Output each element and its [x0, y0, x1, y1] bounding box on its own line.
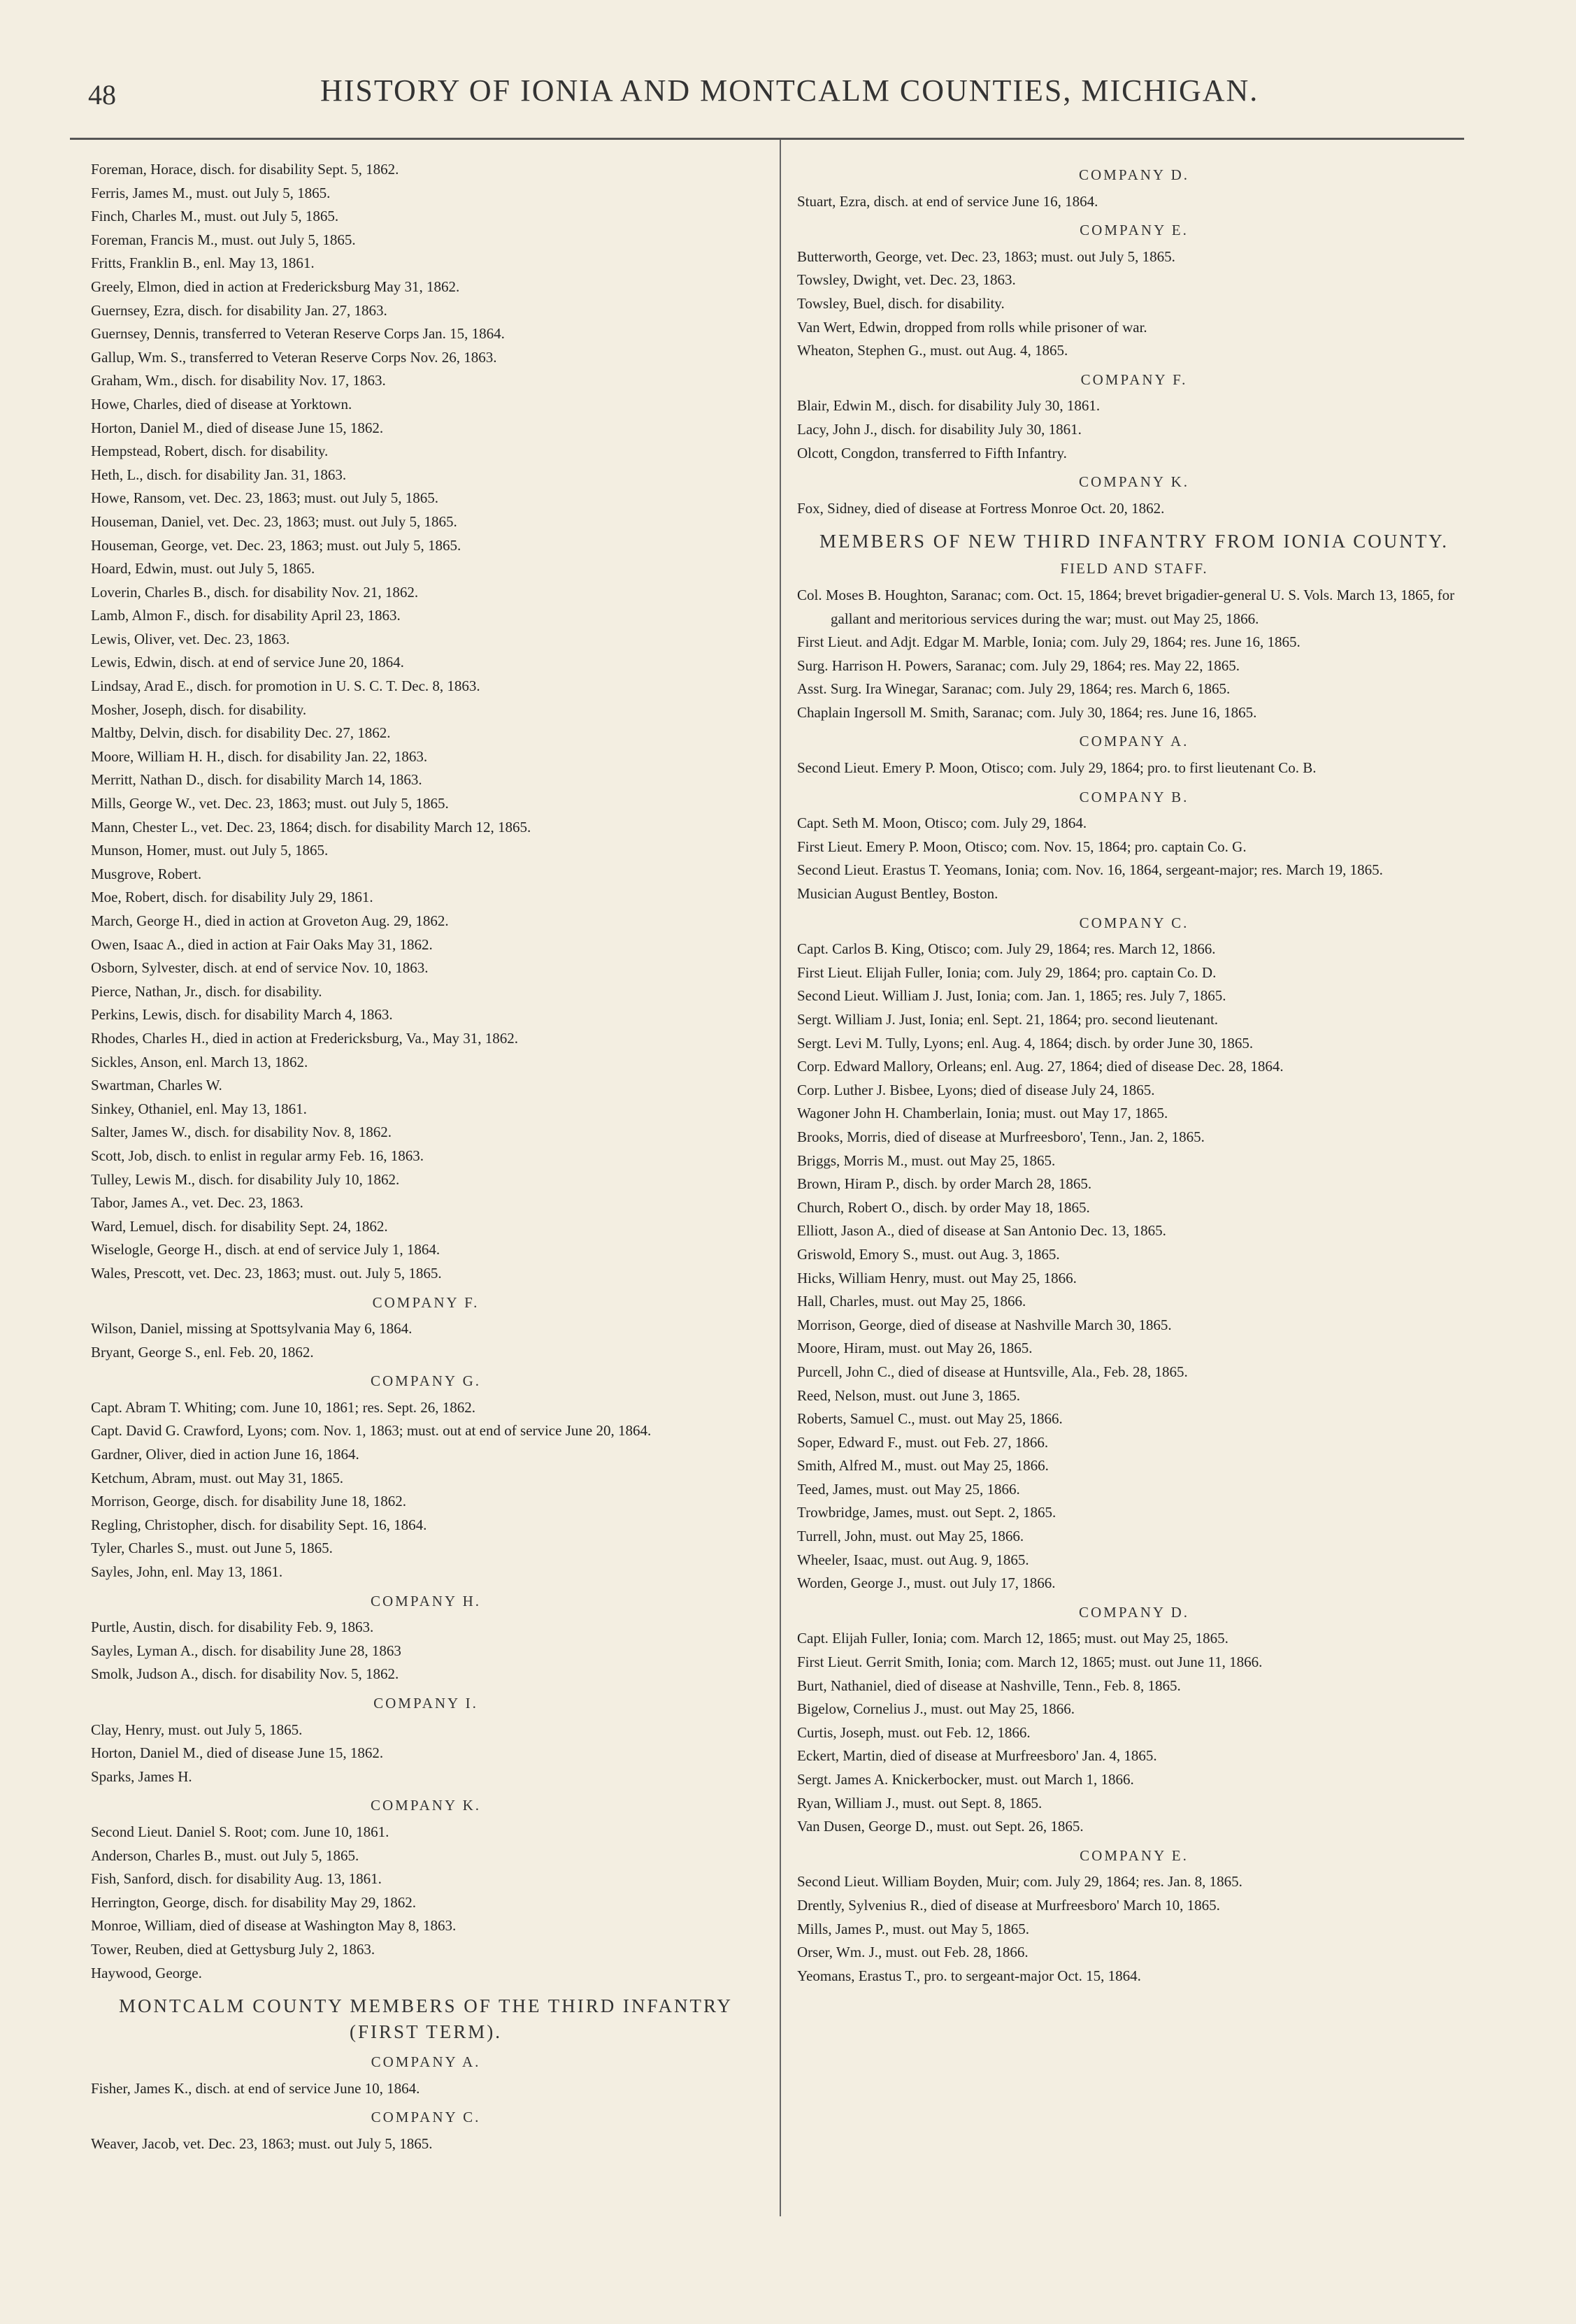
column-divider	[780, 140, 781, 2216]
right-company-e-list	[797, 245, 1471, 363]
roster-entry: Bigelow, Cornelius J., must. out May 25, 1866.	[797, 1700, 1075, 1718]
left-company-k-list	[91, 1821, 761, 1985]
roster-entry: Burt, Nathaniel, died of disease at Nashville, Tenn., Feb. 8, 1865.	[797, 1677, 1181, 1694]
left-company-h-list	[91, 1616, 761, 1686]
right-company-d-list	[797, 190, 1471, 214]
right-company-a-heading: COMPANY A.	[1079, 733, 1189, 750]
left-company-k-heading: COMPANY K.	[371, 1797, 481, 1814]
roster-entry: Hoard, Edwin, must. out July 5, 1865.	[91, 560, 315, 578]
roster-entry: Butterworth, George, vet. Dec. 23, 1863; must. out July 5, 1865.	[797, 248, 1175, 265]
right-company-f-list	[797, 394, 1471, 465]
roster-entry: Horton, Daniel M., died of disease June 15, 1862.	[91, 419, 384, 436]
roster-entry: Anderson, Charles B., must. out July 5, 1865.	[91, 1846, 359, 1864]
left-company-i-list	[91, 1719, 761, 1789]
roster-entry: Owen, Isaac A., died in action at Fair Oaks May 31, 1862.	[91, 935, 433, 953]
roster-entry: Lamb, Almon F., disch. for disability April 23, 1863.	[91, 607, 401, 624]
roster-entry: Lindsay, Arad E., disch. for promotion in U. S. C. T. Dec. 8, 1863.	[91, 677, 480, 695]
roster-entry: Hall, Charles, must. out May 25, 1866.	[797, 1293, 1026, 1310]
roster-entry: Tulley, Lewis M., disch. for disability July 10, 1862.	[91, 1170, 400, 1188]
roster-entry: Church, Robert O., disch. by order May 18, 1865.	[797, 1198, 1090, 1216]
roster-entry: Gallup, Wm. S., transferred to Veteran Reserve Corps Nov. 26, 1863.	[91, 348, 497, 366]
roster-entry: Second Lieut. Daniel S. Root; com. June 10, 1861.	[91, 1823, 389, 1840]
roster-entry: Loverin, Charles B., disch. for disability Nov. 21, 1862.	[91, 583, 419, 601]
roster-entry: Lewis, Edwin, disch. at end of service June 20, 1864.	[91, 654, 404, 671]
roster-entry: Brooks, Morris, died of disease at Murfreesboro', Tenn., Jan. 2, 1865.	[797, 1128, 1205, 1145]
roster-entry: Morrison, George, died of disease at Nashville March 30, 1865.	[797, 1316, 1172, 1333]
roster-entry: Eckert, Martin, died of disease at Murfreesboro' Jan. 4, 1865.	[797, 1747, 1157, 1765]
roster-entry: First Lieut. Emery P. Moon, Otisco; com. Nov. 15, 1864; pro. captain Co. G.	[797, 838, 1247, 855]
roster-entry: Hicks, William Henry, must. out May 25, 1866.	[797, 1269, 1077, 1286]
right-company-d2-heading: COMPANY D.	[1079, 1603, 1189, 1621]
roster-entry: Yeomans, Erastus T., pro. to sergeant-major Oct. 15, 1864.	[797, 1967, 1141, 1984]
roster-entry: Morrison, George, disch. for disability June 18, 1862.	[91, 1493, 407, 1510]
right-column	[797, 158, 1471, 1988]
roster-entry: Rhodes, Charles H., died in action at Fredericksburg, Va., May 31, 1862.	[91, 1029, 519, 1047]
roster-entry: Tyler, Charles S., must. out June 5, 1865.	[91, 1540, 333, 1557]
montcalm-company-a-list	[91, 2077, 761, 2101]
roster-entry: Gardner, Oliver, died in action June 16, 1864.	[91, 1446, 359, 1463]
roster-entry: Teed, James, must. out May 25, 1866.	[797, 1480, 1020, 1498]
right-company-b-heading: COMPANY B.	[1079, 788, 1189, 805]
roster-entry: Tabor, James A., vet. Dec. 23, 1863.	[91, 1194, 303, 1212]
right-company-e2-list	[797, 1870, 1471, 1988]
left-company-g-list	[91, 1396, 761, 1584]
roster-entry: Corp. Edward Mallory, Orleans; enl. Aug. 27, 1864; died of disease Dec. 28, 1864.	[797, 1058, 1284, 1075]
roster-entry: Mann, Chester L., vet. Dec. 23, 1864; disch. for disability March 12, 1865.	[91, 818, 531, 835]
roster-entry: Pierce, Nathan, Jr., disch. for disability.	[91, 982, 322, 1000]
roster-entry: Moore, William H. H., disch. for disability Jan. 22, 1863.	[91, 747, 428, 765]
roster-entry: Lacy, John J., disch. for disability July 30, 1861.	[797, 420, 1082, 438]
left-company-h-heading: COMPANY H.	[371, 1592, 481, 1609]
roster-entry: Soper, Edward F., must. out Feb. 27, 1866.	[797, 1433, 1049, 1451]
left-company-i-heading: COMPANY I.	[373, 1695, 478, 1712]
left-top-list	[91, 158, 761, 1286]
roster-entry: Curtis, Joseph, must. out Feb. 12, 1866.	[797, 1723, 1031, 1741]
roster-entry: Second Lieut. Emery P. Moon, Otisco; com. July 29, 1864; pro. to first lieutenant Co. B.	[797, 759, 1317, 777]
roster-entry: First Lieut. Gerrit Smith, Ionia; com. March 12, 1865; must. out June 11, 1866.	[797, 1654, 1263, 1671]
roster-entry: Guernsey, Dennis, transferred to Veteran Reserve Corps Jan. 15, 1864.	[91, 325, 505, 343]
roster-entry: Howe, Ransom, vet. Dec. 23, 1863; must. out July 5, 1865.	[91, 489, 438, 507]
roster-entry: Houseman, Daniel, vet. Dec. 23, 1863; must. out July 5, 1865.	[91, 512, 457, 530]
roster-entry: Clay, Henry, must. out July 5, 1865.	[91, 1721, 303, 1738]
roster-entry: Roberts, Samuel C., must. out May 25, 1866.	[797, 1410, 1063, 1428]
roster-entry: Wheaton, Stephen G., must. out Aug. 4, 1865.	[797, 342, 1068, 359]
roster-entry: Wiselogle, George H., disch. at end of service July 1, 1864.	[91, 1241, 440, 1258]
roster-entry: Bryant, George S., enl. Feb. 20, 1862.	[91, 1343, 314, 1361]
roster-entry: Merritt, Nathan D., disch. for disability March 14, 1863.	[91, 771, 422, 789]
right-company-c-list	[797, 938, 1471, 1595]
roster-entry: Wheeler, Isaac, must. out Aug. 9, 1865.	[797, 1551, 1029, 1568]
roster-entry: Moore, Hiram, must. out May 26, 1865.	[797, 1340, 1033, 1357]
left-company-f-list	[91, 1317, 761, 1364]
roster-entry: Sinkey, Othaniel, enl. May 13, 1861.	[91, 1100, 307, 1117]
roster-entry: Mosher, Joseph, disch. for disability.	[91, 701, 307, 718]
roster-entry: Second Lieut. William J. Just, Ionia; com. Jan. 1, 1865; res. July 7, 1865.	[797, 987, 1226, 1005]
roster-entry: Towsley, Buel, disch. for disability.	[797, 294, 1005, 312]
roster-entry: Herrington, George, disch. for disability May 29, 1862.	[91, 1893, 417, 1911]
roster-entry: First Lieut. Elijah Fuller, Ionia; com. July 29, 1864; pro. captain Co. D.	[797, 963, 1217, 981]
roster-entry: Moe, Robert, disch. for disability July 29, 1861.	[91, 889, 373, 906]
roster-entry: Capt. Seth M. Moon, Otisco; com. July 29, 1864.	[797, 815, 1087, 832]
roster-entry: Weaver, Jacob, vet. Dec. 23, 1863; must. out July 5, 1865.	[91, 2135, 433, 2152]
roster-entry: Smolk, Judson A., disch. for disability Nov. 5, 1862.	[91, 1665, 399, 1683]
roster-entry: Sickles, Anson, enl. March 13, 1862.	[91, 1053, 308, 1070]
montcalm-section-heading: MONTCALM COUNTY MEMBERS OF THE THIRD INFANTRY (FIRST TERM).	[118, 1995, 733, 2043]
roster-entry: Capt. David G. Crawford, Lyons; com. Nov. 1, 1863; must. out at end of service June 20, 1864.	[91, 1422, 652, 1440]
roster-entry: First Lieut. and Adjt. Edgar M. Marble, Ionia; com. July 29, 1864; res. June 16, 1865.	[797, 633, 1301, 651]
roster-entry: Guernsey, Ezra, disch. for disability Jan. 27, 1863.	[91, 301, 387, 319]
roster-entry: Surg. Harrison H. Powers, Saranac; com. July 29, 1864; res. May 22, 1865.	[797, 657, 1240, 674]
roster-entry: Fritts, Franklin B., enl. May 13, 1861.	[91, 254, 315, 272]
roster-entry: Van Wert, Edwin, dropped from rolls while prisoner of war.	[797, 318, 1147, 336]
roster-entry: Salter, James W., disch. for disability Nov. 8, 1862.	[91, 1124, 392, 1141]
roster-entry: Monroe, William, died of disease at Washington May 8, 1863.	[91, 1917, 457, 1935]
left-company-g-heading: COMPANY G.	[371, 1372, 481, 1390]
roster-entry: March, George H., died in action at Groveton Aug. 29, 1862.	[91, 912, 449, 929]
roster-entry: Finch, Charles M., must. out July 5, 1865.	[91, 208, 339, 225]
roster-entry: Howe, Charles, died of disease at Yorktown.	[91, 395, 352, 413]
roster-entry: Corp. Luther J. Bisbee, Lyons; died of disease July 24, 1865.	[797, 1081, 1155, 1098]
roster-entry: Foreman, Francis M., must. out July 5, 1865.	[91, 231, 356, 248]
roster-entry: Greely, Elmon, died in action at Fredericksburg May 31, 1862.	[91, 278, 460, 295]
right-company-e2-heading: COMPANY E.	[1080, 1846, 1189, 1864]
roster-entry: Hempstead, Robert, disch. for disability.	[91, 443, 329, 460]
roster-entry: Sayles, Lyman A., disch. for disability June 28, 1863	[91, 1642, 401, 1659]
roster-entry: Ward, Lemuel, disch. for disability Sept. 24, 1862.	[91, 1217, 388, 1235]
roster-entry: Musgrove, Robert.	[91, 865, 202, 882]
roster-entry: Second Lieut. Erastus T. Yeomans, Ionia; com. Nov. 16, 1864, sergeant-major; res. March 19, 1865.	[797, 861, 1383, 879]
field-and-staff-list	[797, 584, 1471, 725]
roster-entry: Foreman, Horace, disch. for disability Sept. 5, 1862.	[91, 161, 399, 178]
roster-entry: Perkins, Lewis, disch. for disability March 4, 1863.	[91, 1006, 393, 1024]
new-third-section-heading: MEMBERS OF NEW THIRD INFANTRY FROM IONIA COUNTY.	[819, 531, 1449, 552]
roster-entry: Trowbridge, James, must. out Sept. 2, 1865.	[797, 1504, 1056, 1521]
roster-entry: Fox, Sidney, died of disease at Fortress Monroe Oct. 20, 1862.	[797, 499, 1165, 517]
roster-entry: Sergt. William J. Just, Ionia; enl. Sept. 21, 1864; pro. second lieutenant.	[797, 1011, 1219, 1028]
roster-entry: Ryan, William J., must. out Sept. 8, 1865.	[797, 1794, 1043, 1812]
montcalm-company-a-heading: COMPANY A.	[371, 2053, 481, 2071]
roster-entry: Capt. Abram T. Whiting; com. June 10, 1861; res. Sept. 26, 1862.	[91, 1398, 476, 1416]
roster-entry: Sergt. James A. Knickerbocker, must. out March 1, 1866.	[797, 1771, 1134, 1788]
montcalm-company-c-heading: COMPANY C.	[371, 2109, 481, 2126]
right-company-b-list	[797, 812, 1471, 905]
left-column	[91, 158, 761, 2156]
roster-entry: Second Lieut. William Boyden, Muir; com. July 29, 1864; res. Jan. 8, 1865.	[797, 1873, 1242, 1891]
page-number: 48	[88, 79, 116, 110]
roster-entry: Ferris, James M., must. out July 5, 1865.	[91, 184, 331, 201]
right-company-k-list	[797, 497, 1471, 521]
roster-entry: Wales, Prescott, vet. Dec. 23, 1863; must. out. July 5, 1865.	[91, 1264, 442, 1282]
roster-entry: Blair, Edwin M., disch. for disability July 30, 1861.	[797, 397, 1101, 415]
roster-entry: Orser, Wm. J., must. out Feb. 28, 1866.	[797, 1944, 1029, 1961]
field-and-staff-heading: FIELD AND STAFF.	[1060, 560, 1208, 578]
roster-entry: Munson, Homer, must. out July 5, 1865.	[91, 842, 329, 859]
roster-entry: Lewis, Oliver, vet. Dec. 23, 1863.	[91, 630, 290, 647]
roster-entry: Turrell, John, must. out May 25, 1866.	[797, 1528, 1024, 1545]
roster-entry: Swartman, Charles W.	[91, 1077, 222, 1094]
roster-entry: Stuart, Ezra, disch. at end of service June 16, 1864.	[797, 192, 1098, 210]
roster-entry: Chaplain Ingersoll M. Smith, Saranac; com. July 30, 1864; res. June 16, 1865.	[797, 703, 1257, 721]
roster-entry: Reed, Nelson, must. out June 3, 1865.	[797, 1386, 1021, 1404]
page-header	[0, 0, 1576, 140]
right-company-d-heading: COMPANY D.	[1079, 166, 1189, 183]
right-company-d2-list	[797, 1627, 1471, 1838]
roster-entry: Asst. Surg. Ira Winegar, Saranac; com. July 29, 1864; res. March 6, 1865.	[797, 680, 1231, 698]
roster-entry: Van Dusen, George D., must. out Sept. 26, 1865.	[797, 1818, 1084, 1835]
roster-entry: Sayles, John, enl. May 13, 1861.	[91, 1563, 283, 1581]
roster-entry: Capt. Carlos B. King, Otisco; com. July 29, 1864; res. March 12, 1866.	[797, 940, 1216, 958]
roster-entry: Scott, Job, disch. to enlist in regular army Feb. 16, 1863.	[91, 1147, 424, 1164]
right-company-a-list	[797, 756, 1471, 780]
roster-entry: Regling, Christopher, disch. for disability Sept. 16, 1864.	[91, 1516, 427, 1533]
roster-entry: Wagoner John H. Chamberlain, Ionia; must. out May 17, 1865.	[797, 1105, 1168, 1122]
roster-entry: Fish, Sanford, disch. for disability Aug. 13, 1861.	[91, 1870, 382, 1888]
right-company-f-heading: COMPANY F.	[1080, 371, 1188, 388]
roster-entry: Brown, Hiram P., disch. by order March 28, 1865.	[797, 1175, 1092, 1193]
roster-entry: Capt. Elijah Fuller, Ionia; com. March 12, 1865; must. out May 25, 1865.	[797, 1630, 1228, 1647]
roster-entry: Mills, James P., must. out May 5, 1865.	[797, 1920, 1029, 1937]
roster-entry: Musician August Bentley, Boston.	[797, 885, 998, 903]
roster-entry: Wilson, Daniel, missing at Spottsylvania May 6, 1864.	[91, 1320, 413, 1337]
roster-entry: Mills, George W., vet. Dec. 23, 1863; must. out July 5, 1865.	[91, 795, 449, 812]
roster-entry: Olcott, Congdon, transferred to Fifth Infantry.	[797, 444, 1067, 461]
roster-entry: Purtle, Austin, disch. for disability Feb. 9, 1863.	[91, 1619, 374, 1636]
header-rule	[70, 138, 1464, 140]
left-company-f-heading: COMPANY F.	[372, 1293, 480, 1311]
roster-entry: Col. Moses B. Houghton, Saranac; com. Oct. 15, 1864; brevet brigadier-general U. S. Vols. March 13, 1865, for gallant and meritorious services during the war; must. out May 25, 1866.	[797, 586, 1455, 627]
right-company-e-heading: COMPANY E.	[1080, 222, 1189, 239]
roster-entry: Fisher, James K., disch. at end of service June 10, 1864.	[91, 2079, 420, 2097]
page-title: HISTORY OF IONIA AND MONTCALM COUNTIES, MICHIGAN.	[320, 73, 1259, 108]
right-company-c-heading: COMPANY C.	[1079, 914, 1189, 931]
roster-entry: Worden, George J., must. out July 17, 1866.	[797, 1575, 1056, 1592]
roster-entry: Ketchum, Abram, must. out May 31, 1865.	[91, 1469, 344, 1486]
roster-entry: Sergt. Levi M. Tully, Lyons; enl. Aug. 4, 1864; disch. by order June 30, 1865.	[797, 1034, 1254, 1052]
roster-entry: Graham, Wm., disch. for disability Nov. 17, 1863.	[91, 372, 386, 389]
roster-entry: Osborn, Sylvester, disch. at end of service Nov. 10, 1863.	[91, 959, 429, 977]
roster-entry: Heth, L., disch. for disability Jan. 31, 1863.	[91, 466, 347, 483]
roster-entry: Elliott, Jason A., died of disease at San Antonio Dec. 13, 1865.	[797, 1222, 1166, 1240]
roster-entry: Sparks, James H.	[91, 1767, 192, 1785]
roster-entry: Tower, Reuben, died at Gettysburg July 2, 1863.	[91, 1940, 375, 1958]
roster-entry: Smith, Alfred M., must. out May 25, 1866.	[797, 1457, 1049, 1475]
montcalm-company-c-list	[91, 2132, 761, 2156]
roster-entry: Haywood, George.	[91, 1964, 202, 1981]
roster-entry: Briggs, Morris M., must. out May 25, 1865.	[797, 1152, 1056, 1169]
right-company-k-heading: COMPANY K.	[1079, 473, 1189, 491]
roster-entry: Houseman, George, vet. Dec. 23, 1863; must. out July 5, 1865.	[91, 536, 461, 554]
roster-entry: Purcell, John C., died of disease at Huntsville, Ala., Feb. 28, 1865.	[797, 1363, 1188, 1380]
roster-entry: Griswold, Emory S., must. out Aug. 3, 1865.	[797, 1245, 1060, 1263]
roster-entry: Horton, Daniel M., died of disease June 15, 1862.	[91, 1744, 384, 1762]
roster-entry: Towsley, Dwight, vet. Dec. 23, 1863.	[797, 271, 1016, 289]
roster-entry: Drently, Sylvenius R., died of disease at Murfreesboro' March 10, 1865.	[797, 1896, 1220, 1914]
roster-entry: Maltby, Delvin, disch. for disability Dec. 27, 1862.	[91, 724, 391, 742]
